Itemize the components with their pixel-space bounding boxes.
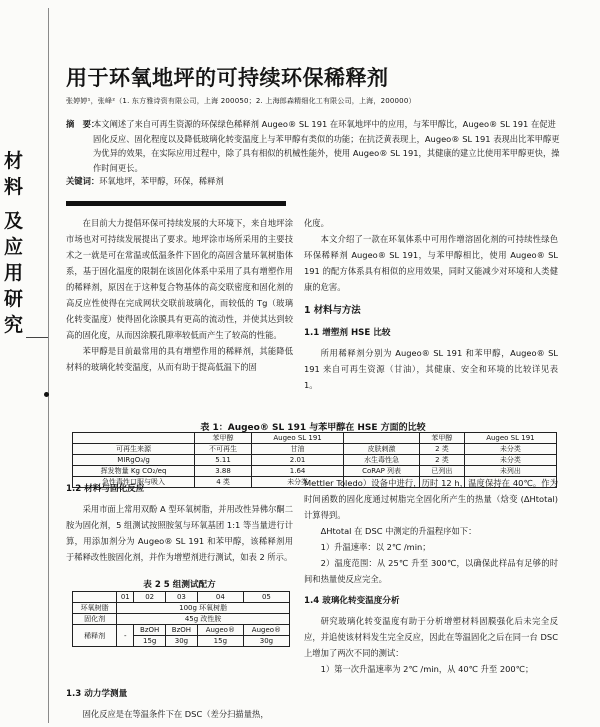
paragraph-cont: 化度。 xyxy=(304,218,329,228)
table-cell: 环氧树脂 xyxy=(73,603,117,614)
side-label-char: 研 xyxy=(4,288,24,310)
left-column-3 xyxy=(66,680,293,722)
table-cell: 15g xyxy=(197,636,243,647)
table-header: 01 xyxy=(117,592,134,603)
table-cell: 1.64 xyxy=(252,466,344,477)
abstract-text: 本文阐述了来自可再生资源的环保绿色稀释剂 Augeo® SL 191 在环氧地坪中的应用，与苯甲醇比，Augeo® SL 191 在促进固化反应、固化程度以及降低玻璃化转变温度上与苯甲醇有类似的功能；在抗泛黄表现上，Augeo® SL 191 表现出比苯甲醇更为优异的效果，在实际应用过程中，除了具有相似的机械性能外，使用 Augeo® SL 191，其健康的建立比使用苯甲醇更快，操作时间更长。 xyxy=(93,119,560,173)
table-cell: 2 类 xyxy=(420,444,465,455)
table-header xyxy=(73,433,195,444)
table-row xyxy=(73,603,290,614)
table-header xyxy=(344,433,420,444)
table-cell: 45g 改性胺 xyxy=(117,614,290,625)
table-cell: 甘油 xyxy=(252,444,344,455)
side-label-char: 究 xyxy=(4,314,24,336)
table-cell: Augeo® xyxy=(197,625,243,636)
table-row xyxy=(73,455,557,466)
paragraph: 本文介绍了一款在环氧体系中可用作增溶固化剂的可持续性绿色环保稀释剂 Augeo® SL 191，与苯甲醇相比，使用 Augeo® SL 191 的配方体系具有相似的应用效果，同时又能减少对环境和人类健康的危害。 xyxy=(304,234,558,292)
table-cell: 未分类 xyxy=(464,444,556,455)
subsection-heading: 1.3 动力学测量 xyxy=(66,689,128,699)
table-cell: 30g xyxy=(243,636,289,647)
table-header: 02 xyxy=(134,592,166,603)
table-cell: 皮肤刺激 xyxy=(344,444,420,455)
table-cell: 15g xyxy=(134,636,166,647)
table-cell: Augeo® xyxy=(243,625,289,636)
right-column xyxy=(304,215,558,393)
table-header: 05 xyxy=(243,592,289,603)
paragraph: 采用市面上常用双酚 A 型环氧树脂，并用改性异佛尔酮二胺为固化剂，5 组测试按照胺氢与环氧基团 1:1 等当量进行计算，用添加剂分为 Augeo® SL 191 和苯甲醇，该稀释剂用于稀释改性胺固化剂，并作为增塑剂进行测试，如表 2 所示。 xyxy=(66,504,293,562)
table-cell: 稀释剂 xyxy=(73,625,117,647)
left-column-2 xyxy=(66,475,293,565)
table-cell: 未分类 xyxy=(252,477,344,488)
paragraph: 所用稀释剂分别为 Augeo® SL 191 和苯甲醇，Augeo® SL 191 来自可再生资源（甘油），其健康、安全和环境的比较详见表 1。 xyxy=(304,348,558,390)
table-cell: - xyxy=(117,625,134,647)
table-row xyxy=(73,614,290,625)
paragraph: 在目前大力提倡环保可持续发展的大环境下，来自地坪涂市场也对可持续发展提出了要求。地坪涂市场所采用的主要技术之一就是可在常温或低温条件下固化的高固含量环氧树脂体系，基于固化温度的限制在该固化体系中采用了具有增塑作用的稀释剂，原因在于这种复合物基体的高交联密度和固化剂的高反应性使得在完成网状交联前玻璃化，而较低的 Tg（玻璃化转变温度）使得固化涂膜具有更高的流动性，并使其达到较高的固化度，从而因涂膜孔隙率较低而产生了较高的性能。 xyxy=(66,218,293,340)
right-column-2 xyxy=(304,475,558,677)
paragraph: 固化反应是在等温条件下在 DSC（差分扫描量热， xyxy=(82,709,269,719)
subsection-heading: 1.1 增塑剂 HSE 比较 xyxy=(304,328,391,338)
paragraph: 1）升温速率：以 2℃ /min； xyxy=(320,542,431,552)
section-bar xyxy=(66,201,286,206)
table2 xyxy=(72,591,290,647)
paragraph: 2）温度范围：从 25℃ 升至 300℃，以确保此样品有足够的时间和热量使反应完全。 xyxy=(304,558,558,584)
authors: 张婷婷¹，张峰²（1. 东方雅诗资有限公司，上海 200050；2. 上海郎森精细化工有限公司，上海，200000） xyxy=(66,97,416,105)
table-cell: MIRgO₃/g xyxy=(73,455,195,466)
left-column xyxy=(66,215,293,375)
table-header-row xyxy=(73,433,557,444)
table-cell: 未列出 xyxy=(464,466,556,477)
table-header: 03 xyxy=(166,592,198,603)
side-label-char: 应 xyxy=(4,236,24,258)
table-cell: BzOH xyxy=(166,625,198,636)
table-cell: 2.01 xyxy=(252,455,344,466)
table-cell: 不可再生 xyxy=(195,444,252,455)
paragraph-cont: Mettler Toledo）设备中进行，历时 12 h，温度保持在 40℃。作为时间函数的固化度通过树脂完全固化所产生的热量（焓变 (ΔHtotal) 计算得到。 xyxy=(304,478,558,520)
table-cell: 急性毒性口服与吸入 xyxy=(73,477,195,488)
keywords xyxy=(66,175,224,187)
table-row xyxy=(73,625,290,636)
side-label-char: 用 xyxy=(4,262,24,284)
table-cell: 挥发物量 Kg CO₂/eq xyxy=(73,466,195,477)
table-cell: CoRAP 列表 xyxy=(344,466,420,477)
keywords-label: 关键词： xyxy=(66,176,100,186)
table-header: Augeo SL 191 xyxy=(252,433,344,444)
table-header: 苯甲醇 xyxy=(195,433,252,444)
table-cell: 4 类 xyxy=(195,477,252,488)
paragraph: 苯甲醇是目前最常用的具有增塑作用的稀释剂，其能降低材料的玻璃化转变温度，从而有助于提高低温下的固 xyxy=(66,346,293,372)
abstract xyxy=(66,117,566,173)
subsection-heading: 1.4 玻璃化转变温度分析 xyxy=(304,596,400,606)
margin-rule xyxy=(48,8,49,723)
table-row xyxy=(73,444,557,455)
table-cell: 未分类 xyxy=(464,455,556,466)
table1-caption: 表 1：Augeo® SL 191 与苯甲醇在 HSE 方面的比较 xyxy=(200,423,426,433)
table-cell: 30g xyxy=(166,636,198,647)
table-cell: 2 类 xyxy=(420,455,465,466)
section-heading: 1 材料与方法 xyxy=(304,305,361,316)
bullet-dot-icon xyxy=(44,392,49,397)
side-label-char: 材 xyxy=(4,150,24,172)
table-header-row xyxy=(73,592,290,603)
table-header xyxy=(73,592,117,603)
article-title: 用于环氧地坪的可持续环保稀释剂 xyxy=(66,66,389,90)
side-label-char: 料 xyxy=(4,176,24,198)
table-header: 04 xyxy=(197,592,243,603)
side-dash xyxy=(26,337,48,338)
paragraph: ΔHtotal 在 DSC 中测定的升温程序如下： xyxy=(320,526,477,536)
keywords-text: 环氧地坪，苯甲醇，环保，稀释剂 xyxy=(99,176,224,186)
table2-caption: 表 2 5 组测试配方 xyxy=(143,580,216,590)
table-cell: 3.88 xyxy=(195,466,252,477)
table-cell: 100g 环氧树脂 xyxy=(117,603,290,614)
table-header: 苯甲醇 xyxy=(420,433,465,444)
table-cell: 5.11 xyxy=(195,455,252,466)
table-cell: BzOH xyxy=(134,625,166,636)
table-cell: 固化剂 xyxy=(73,614,117,625)
subsection-heading: 1.2 材料与固化反应 xyxy=(66,484,145,494)
paragraph: 1）第一次升温速率为 2℃ /min，从 40℃ 升至 200℃； xyxy=(320,664,534,674)
paragraph: 研究玻璃化转变温度有助于分析增塑材料固膜强化后未完全反应，并追使该材料发生完全反应，因此在等温固化之后在同一台 DSC 上增加了两次不同的测试： xyxy=(304,616,558,658)
table-cell: 可再生来源 xyxy=(73,444,195,455)
table-cell: 已列出 xyxy=(420,466,465,477)
abstract-label: 摘 要： xyxy=(66,119,100,129)
side-label-char: 及 xyxy=(4,210,24,232)
table-cell: 水生毒性急 xyxy=(344,455,420,466)
table-header: Augeo SL 191 xyxy=(464,433,556,444)
